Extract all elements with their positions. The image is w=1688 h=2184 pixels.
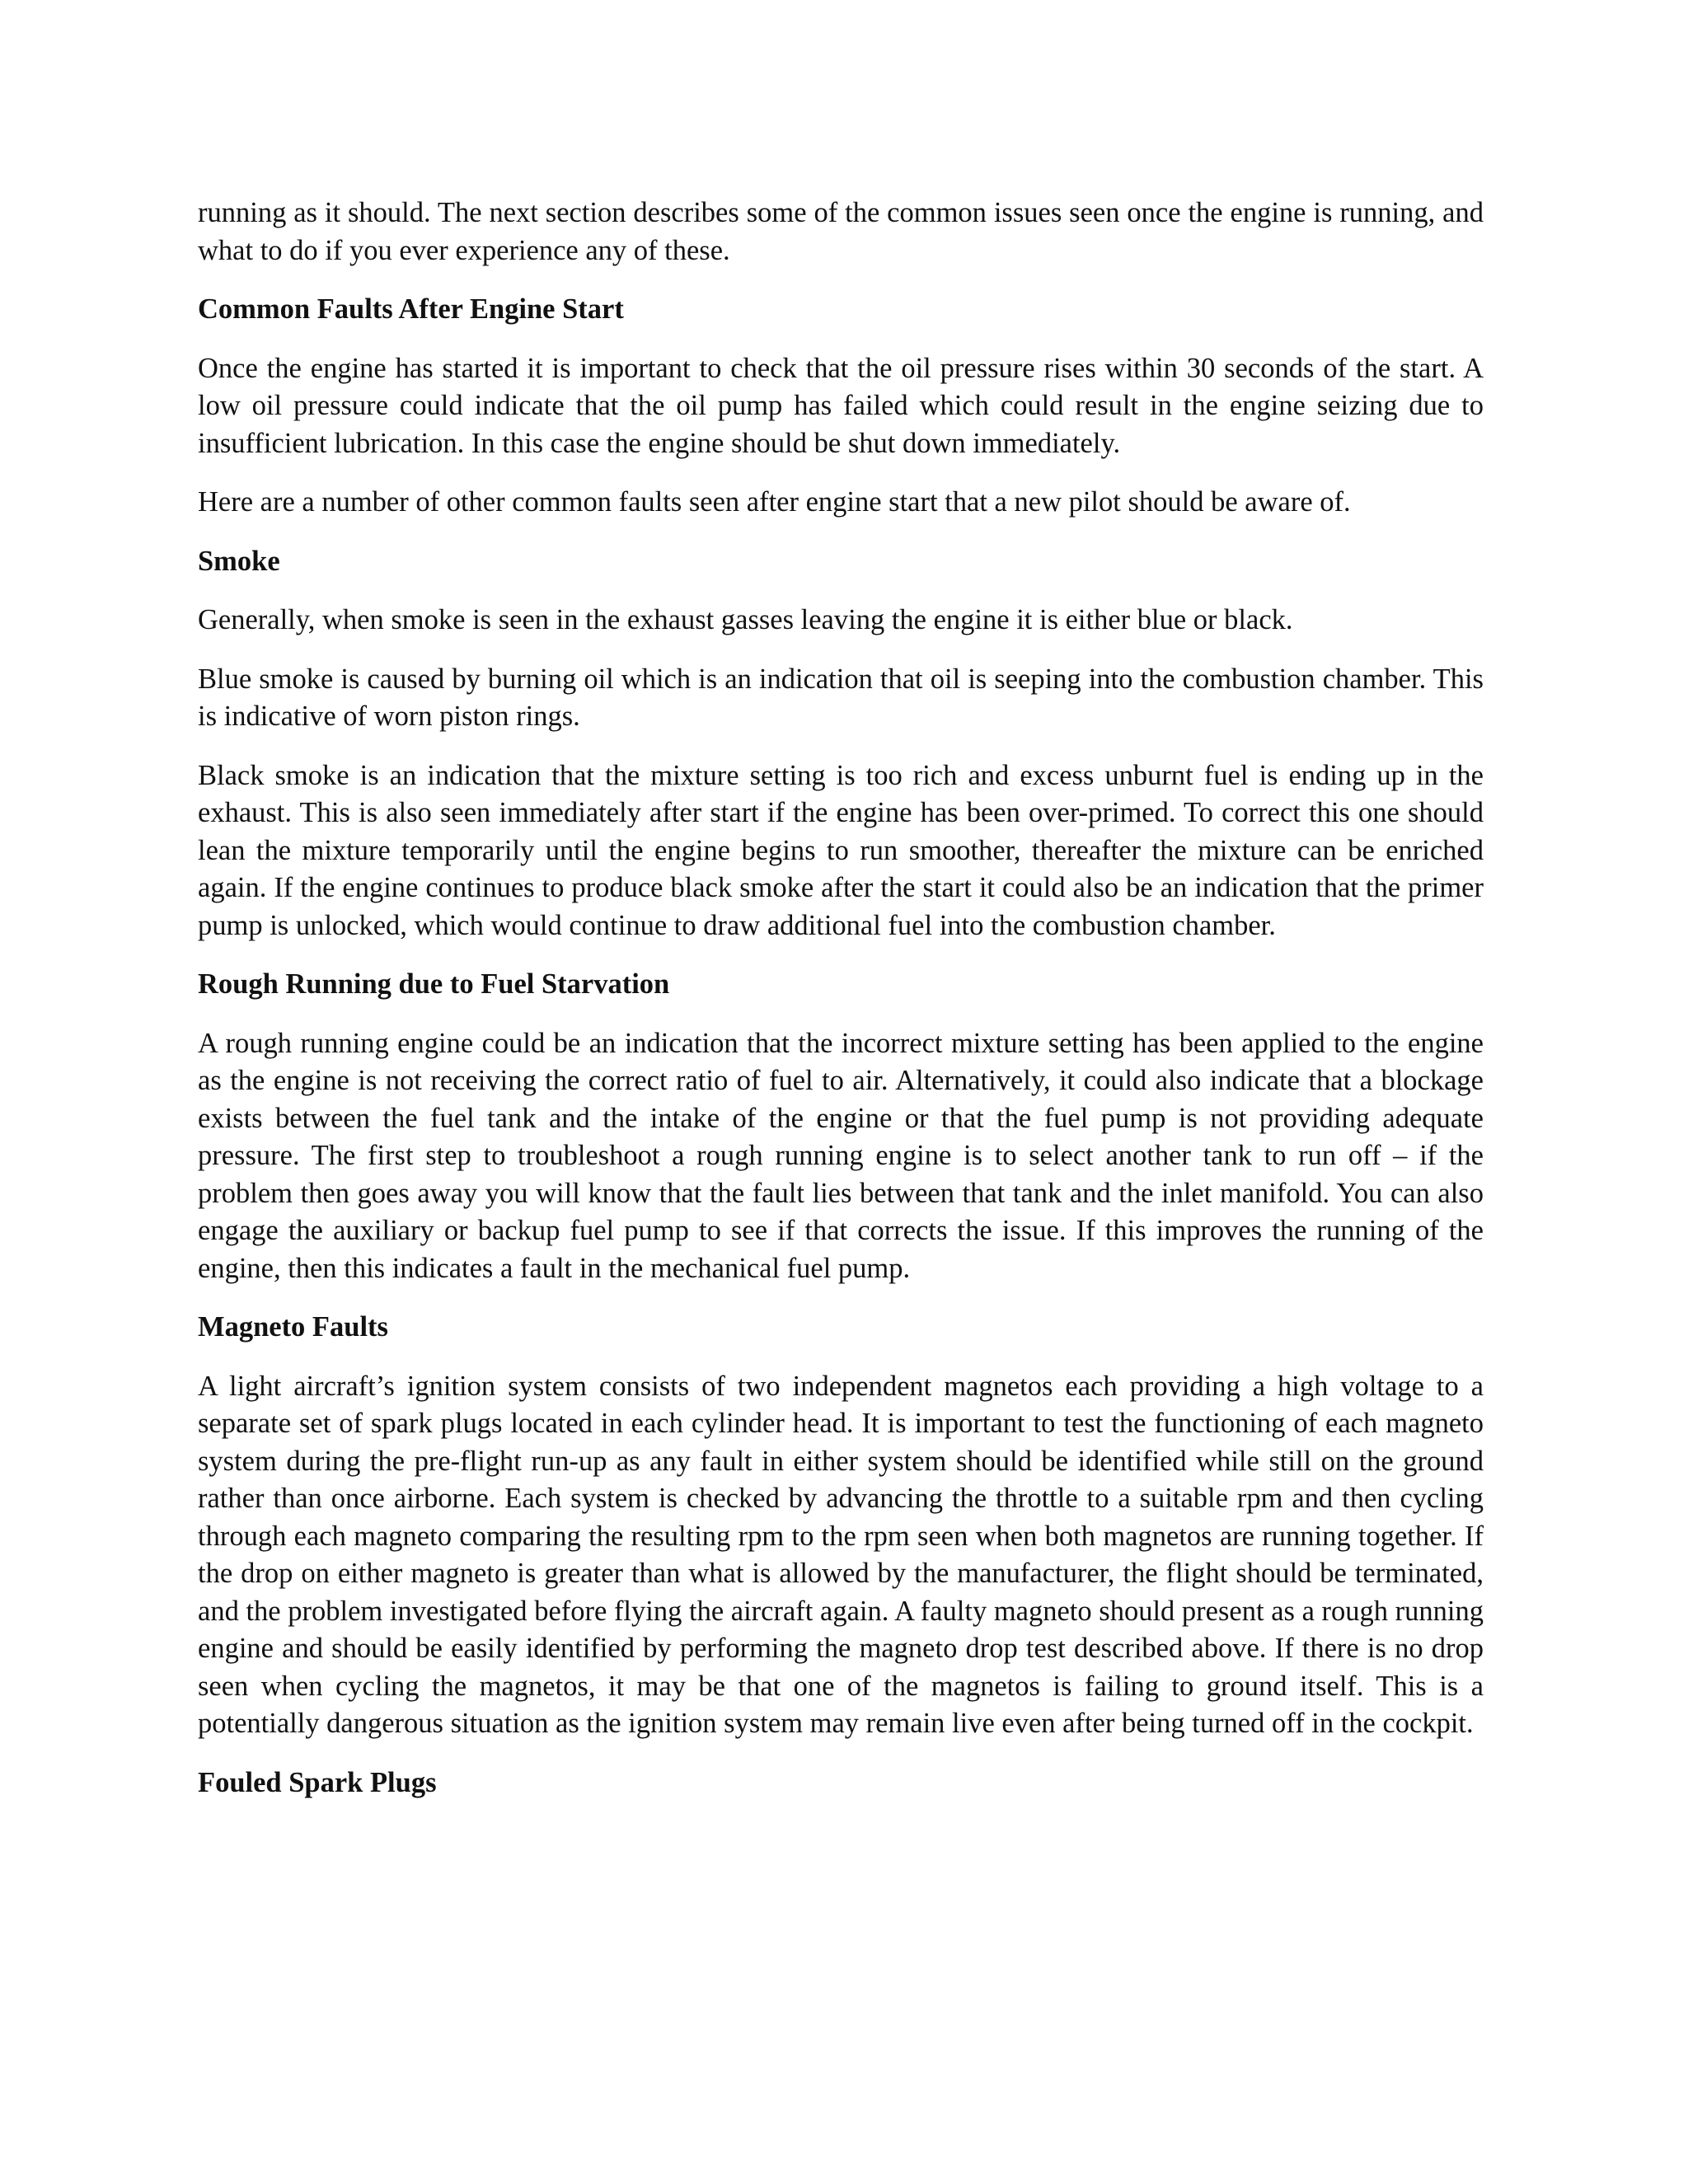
paragraph-rough-running: A rough running engine could be an indication that the incorrect mixture setting has been applied to the engine as the engine is not receiving the correct ratio of fuel to air. Alternatively, it could also indicate that a blockage exists between the fuel tank and the intake of the engine or that the fuel pump is not providing adequate pressure. The first step to troubleshoot a rough running engine is to select another tank to run off – if the problem then goes away you will know that the fault lies between that tank and the inlet manifold. You can also engage the auxiliary or backup fuel pump to see if that corrects the issue. If this improves the running of the engine, then this indicates a fault in the mechanical fuel pump. bbox=[198, 1027, 1484, 1284]
heading-fouled-spark-plugs: Fouled Spark Plugs bbox=[198, 1766, 437, 1798]
document-page bbox=[198, 194, 1484, 1802]
paragraph-magneto-faults: A light aircraft’s ignition system consists of two independent magnetos each providing a high voltage to a separate set of spark plugs located in each cylinder head. It is important to test the functioning of each magneto system during the pre-flight run-up as any fault in either system should be identified while still on the ground rather than once airborne. Each system is checked by advancing the throttle to a suitable rpm and then cycling through each magneto comparing the resulting rpm to the rpm seen when both magnetos are running together. If the drop on either magneto is greater than what is allowed by the manufacturer, the flight should be terminated, and the problem investigated before flying the aircraft again. A faulty magneto should present as a rough running engine and should be easily identified by performing the magneto drop test described above. If there is no drop seen when cycling the magnetos, it may be that one of the magnetos is failing to ground itself. This is a potentially dangerous situation as the ignition system may remain live even after being turned off in the cockpit. bbox=[198, 1370, 1484, 1739]
paragraph-other-faults: Here are a number of other common faults seen after engine start that a new pilot should be aware of. bbox=[198, 486, 1351, 518]
paragraph-blue-smoke: Blue smoke is caused by burning oil which is an indication that oil is seeping into the combustion chamber. This is indicative of worn piston rings. bbox=[198, 663, 1484, 732]
heading-rough-running: Rough Running due to Fuel Starvation bbox=[198, 968, 670, 1000]
paragraph-oil-pressure: Once the engine has started it is important to check that the oil pressure rises within 30 seconds of the start. A low oil pressure could indicate that the oil pump has failed which could result in the engine seizing due to insufficient lubrication. In this case the engine should be shut down immediately. bbox=[198, 352, 1484, 459]
heading-magneto-faults: Magneto Faults bbox=[198, 1311, 388, 1343]
intro-paragraph: running as it should. The next section describes some of the common issues seen once the engine is running, and what to do if you ever experience any of these. bbox=[198, 197, 1484, 266]
heading-common-faults: Common Faults After Engine Start bbox=[198, 293, 624, 325]
paragraph-smoke-colors: Generally, when smoke is seen in the exhaust gasses leaving the engine it is either blue or black. bbox=[198, 604, 1293, 635]
paragraph-black-smoke: Black smoke is an indication that the mixture setting is too rich and excess unburnt fuel is ending up in the exhaust. This is also seen immediately after start if the engine has been over-primed. To correct this one should lean the mixture temporarily until the engine begins to run smoother, thereafter the mixture can be enriched again. If the engine continues to produce black smoke after the start it could also be an indication that the primer pump is unlocked, which would continue to draw additional fuel into the combustion chamber. bbox=[198, 759, 1484, 941]
heading-smoke: Smoke bbox=[198, 545, 280, 577]
